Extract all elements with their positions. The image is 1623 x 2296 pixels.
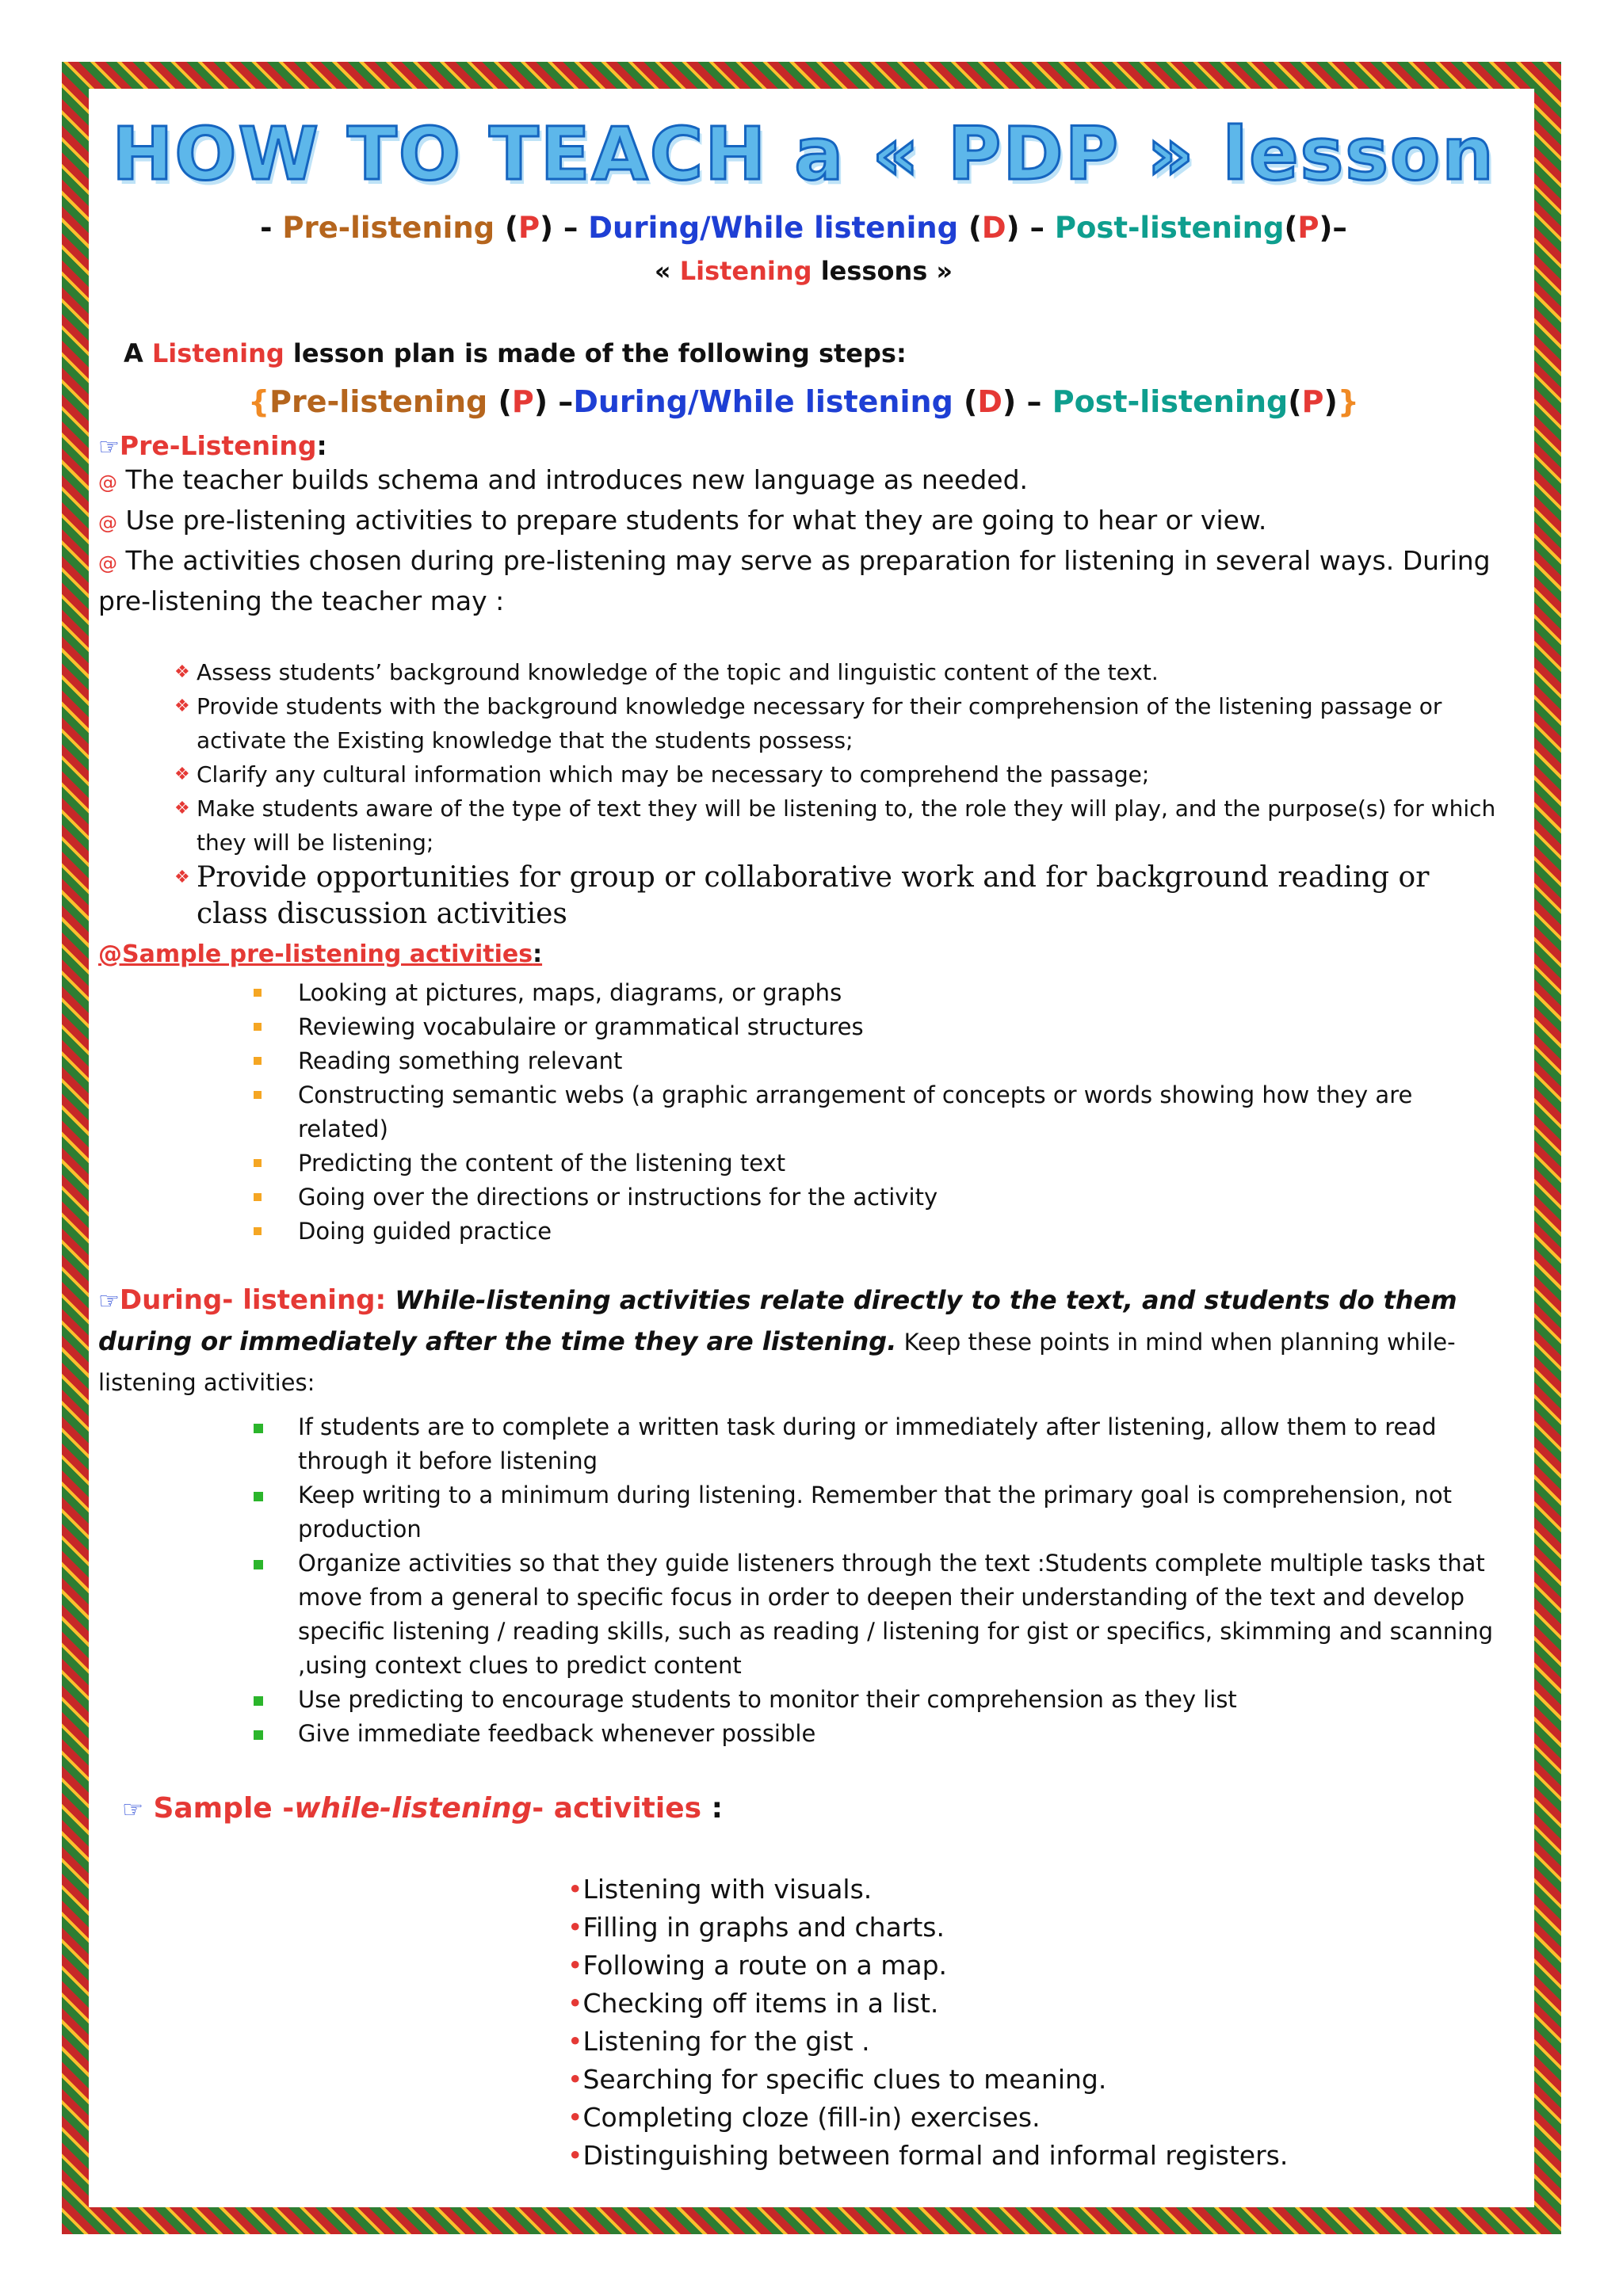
list-item: [254, 976, 1509, 1010]
pre-listening-label: Pre-listening: [282, 211, 495, 245]
p-letter: P: [1297, 211, 1319, 245]
pointing-hand-icon: ☞: [98, 433, 120, 461]
during-italic: While-listening activities relate directly to the text, and students do them during or immediately after the time they are listening.: [98, 1285, 1457, 1356]
square-bullet-icon: [254, 1492, 263, 1501]
item-text: Filling in graphs and charts.: [582, 1912, 945, 1943]
item-text: Checking off items in a list.: [582, 1988, 939, 2019]
item-text: Following a route on a map.: [582, 1950, 948, 1981]
pre-paragraph: [98, 461, 1509, 502]
diamond-bullet-icon: ❖: [174, 765, 190, 784]
dash: –: [1332, 211, 1347, 245]
item-text: Distinguishing between formal and informal registers.: [582, 2140, 1289, 2171]
lessons-word: lessons »: [812, 256, 953, 286]
square-bullet-icon: [254, 1424, 263, 1433]
p-letter: P: [517, 211, 540, 245]
dot-bullet-icon: •: [567, 2102, 583, 2133]
brace-open: {: [248, 384, 270, 419]
list-item: [567, 2023, 1509, 2061]
sample-pre-list: [254, 976, 1509, 1249]
steps-post: Post-listening: [1052, 384, 1289, 419]
square-bullet-icon: [254, 1696, 263, 1706]
list-item: [174, 689, 1509, 757]
dot-bullet-icon: •: [567, 2026, 583, 2057]
list-item: [567, 2137, 1509, 2175]
during-listening-paragraph: [98, 1280, 1509, 1402]
item-text: Provide students with the background knowledge necessary for their comprehension of the listening passage or activate the Existing knowledge that the students possess;: [197, 693, 1442, 753]
item-text: Doing guided practice: [298, 1218, 552, 1245]
dash: –: [1019, 211, 1055, 245]
sample-pre-heading: @Sample pre-listening activities:: [98, 940, 543, 968]
item-text: Constructing semantic webs (a graphic arrangement of concepts or words showing how they are related): [298, 1081, 1413, 1142]
page-title: HOW TO TEACH a « PDP » lesson: [112, 112, 1495, 196]
list-item: [254, 1478, 1509, 1547]
document-body: [98, 111, 1509, 2175]
paragraph-text: Use pre-listening activities to prepare students for what they are going to hear or view.: [125, 505, 1267, 536]
post-listening-label: Post-listening: [1054, 211, 1285, 245]
list-item: [254, 1146, 1509, 1180]
item-text: Make students aware of the type of text they will be listening to, the role they will play, and the purpose(s) for which they will be listening;: [197, 795, 1496, 856]
intro-rest: lesson plan is made of the following steps:: [284, 338, 907, 368]
steps-pre: Pre-listening: [269, 384, 488, 419]
square-bullet-icon: [254, 1091, 262, 1099]
sample-while-list: [567, 1871, 1509, 2175]
list-item: [254, 1010, 1509, 1044]
list-item: [567, 1985, 1509, 2023]
paragraph-text: The activities chosen during pre-listening may serve as preparation for listening in several ways. During pre-listening the teacher may :: [98, 545, 1491, 616]
quote-open: «: [654, 256, 680, 286]
list-item: [174, 791, 1509, 860]
list-item: [254, 1044, 1509, 1078]
heading-text: Sample pre-listening activities: [122, 940, 533, 968]
item-text: Searching for specific clues to meaning.: [582, 2064, 1107, 2095]
item-text: If students are to complete a written task during or immediately after listening, allow them to read through it before listening: [298, 1413, 1437, 1474]
diamond-bullet-icon: ❖: [174, 696, 190, 716]
item-text: Listening for the gist .: [582, 2026, 870, 2057]
dash: –: [548, 384, 574, 419]
list-item: [254, 1215, 1509, 1249]
during-label: During- listening:: [119, 1284, 387, 1316]
square-bullet-icon: [254, 989, 262, 997]
during-listening-list: [254, 1410, 1509, 1751]
list-item: [174, 860, 1509, 933]
dot-bullet-icon: •: [567, 1874, 583, 1905]
dot-bullet-icon: •: [567, 1912, 583, 1943]
subtitle-phases: - Pre-listening (P) – During/While listening (D) – Post-listening(P)–: [260, 211, 1347, 245]
pre-listening-list: [174, 655, 1509, 933]
list-item: [254, 1410, 1509, 1478]
item-text: Reviewing vocabulaire or grammatical structures: [298, 1013, 864, 1040]
listening-word: Listening: [679, 256, 812, 286]
d-letter: D: [981, 211, 1006, 245]
diamond-bullet-icon: ❖: [174, 868, 190, 887]
diamond-bullet-icon: ❖: [174, 799, 190, 818]
item-text: Organize activities so that they guide listeners through the text :Students complete multiple tasks that move from a general to specific focus in order to deepen their understanding of the text and develop specific listening / reading skills, such as reading / listening for gist or specifics, skimming and scanning ,using context clues to predict content: [298, 1550, 1493, 1679]
list-item: [174, 655, 1509, 689]
item-text: Predicting the content of the listening text: [298, 1150, 786, 1177]
sample-while-heading: [122, 1792, 1509, 1825]
subtitle-lessons: [98, 256, 1509, 286]
square-bullet-icon: [254, 1057, 262, 1065]
list-item: [254, 1547, 1509, 1683]
dash: –: [553, 211, 589, 245]
list-item: [254, 1717, 1509, 1751]
list-item: [567, 2099, 1509, 2137]
item-text: Listening with visuals.: [582, 1874, 873, 1905]
at-bullet-icon: @: [98, 940, 122, 968]
square-bullet-icon: [254, 1560, 263, 1569]
list-item: [567, 1871, 1509, 1909]
square-bullet-icon: [254, 1730, 263, 1740]
paragraph-text: The teacher builds schema and introduces new language as needed.: [125, 464, 1029, 495]
item-text: Going over the directions or instructions for the activity: [298, 1184, 938, 1211]
during-normal: Keep these points in mind when planning while-listening activities:: [98, 1329, 1456, 1396]
list-item: [567, 1947, 1509, 1985]
p-letter: P: [511, 384, 534, 419]
heading-part: Sample -: [153, 1792, 295, 1825]
pre-paragraph: [98, 542, 1509, 620]
item-text: Looking at pictures, maps, diagrams, or graphs: [298, 979, 842, 1006]
item-text: Use predicting to encourage students to monitor their comprehension as they list: [298, 1686, 1237, 1713]
square-bullet-icon: [254, 1227, 262, 1235]
at-bullet-icon: @: [98, 471, 117, 494]
list-item: [254, 1078, 1509, 1146]
steps-during: During/While listening: [573, 384, 953, 419]
heading-part: while-listening: [294, 1792, 533, 1825]
heading-part: - activities: [532, 1792, 702, 1825]
intro-line: [124, 338, 1509, 368]
dot-bullet-icon: •: [567, 1988, 583, 2019]
intro-a: A: [124, 338, 152, 368]
diamond-bullet-icon: ❖: [174, 662, 190, 682]
list-item: [254, 1180, 1509, 1215]
pointing-hand-icon: ☞: [98, 1287, 120, 1315]
dot-bullet-icon: •: [567, 1950, 583, 1981]
p-letter: P: [1301, 384, 1324, 419]
item-text: Completing cloze (fill-in) exercises.: [582, 2102, 1041, 2133]
list-item: [254, 1683, 1509, 1717]
at-bullet-icon: @: [98, 552, 117, 574]
pre-listening-heading: ☞Pre-Listening:: [98, 430, 327, 461]
item-text: Keep writing to a minimum during listening. Remember that the primary goal is comprehension, not production: [298, 1482, 1452, 1543]
dash: –: [1016, 384, 1052, 419]
square-bullet-icon: [254, 1159, 262, 1167]
steps-line: {Pre-listening (P) –During/While listening (D) – Post-listening(P)}: [248, 384, 1359, 419]
item-text: Assess students’ background knowledge of the topic and linguistic content of the text.: [197, 659, 1159, 685]
during-listening-label: During/While listening: [588, 211, 959, 245]
pre-paragraph: [98, 502, 1509, 542]
dot-bullet-icon: •: [567, 2064, 583, 2095]
list-item: [567, 2061, 1509, 2099]
heading-part: :: [701, 1792, 724, 1825]
square-bullet-icon: [254, 1193, 262, 1201]
pointing-hand-icon: ☞: [122, 1796, 143, 1824]
item-text: Clarify any cultural information which may be necessary to comprehend the passage;: [197, 761, 1150, 788]
dash: -: [260, 211, 283, 245]
item-text: Provide opportunities for group or collaborative work and for background reading or class discussion activities: [197, 861, 1430, 930]
list-item: [567, 1909, 1509, 1947]
square-bullet-icon: [254, 1023, 262, 1031]
intro-listening: Listening: [151, 338, 285, 368]
dot-bullet-icon: •: [567, 2140, 583, 2171]
brace-close: }: [1337, 384, 1359, 419]
d-letter: D: [977, 384, 1002, 419]
list-item: [174, 757, 1509, 791]
heading-text: Pre-Listening: [119, 430, 317, 461]
at-bullet-icon: @: [98, 512, 117, 534]
item-text: Give immediate feedback whenever possible: [298, 1720, 816, 1747]
item-text: Reading something relevant: [298, 1047, 623, 1074]
